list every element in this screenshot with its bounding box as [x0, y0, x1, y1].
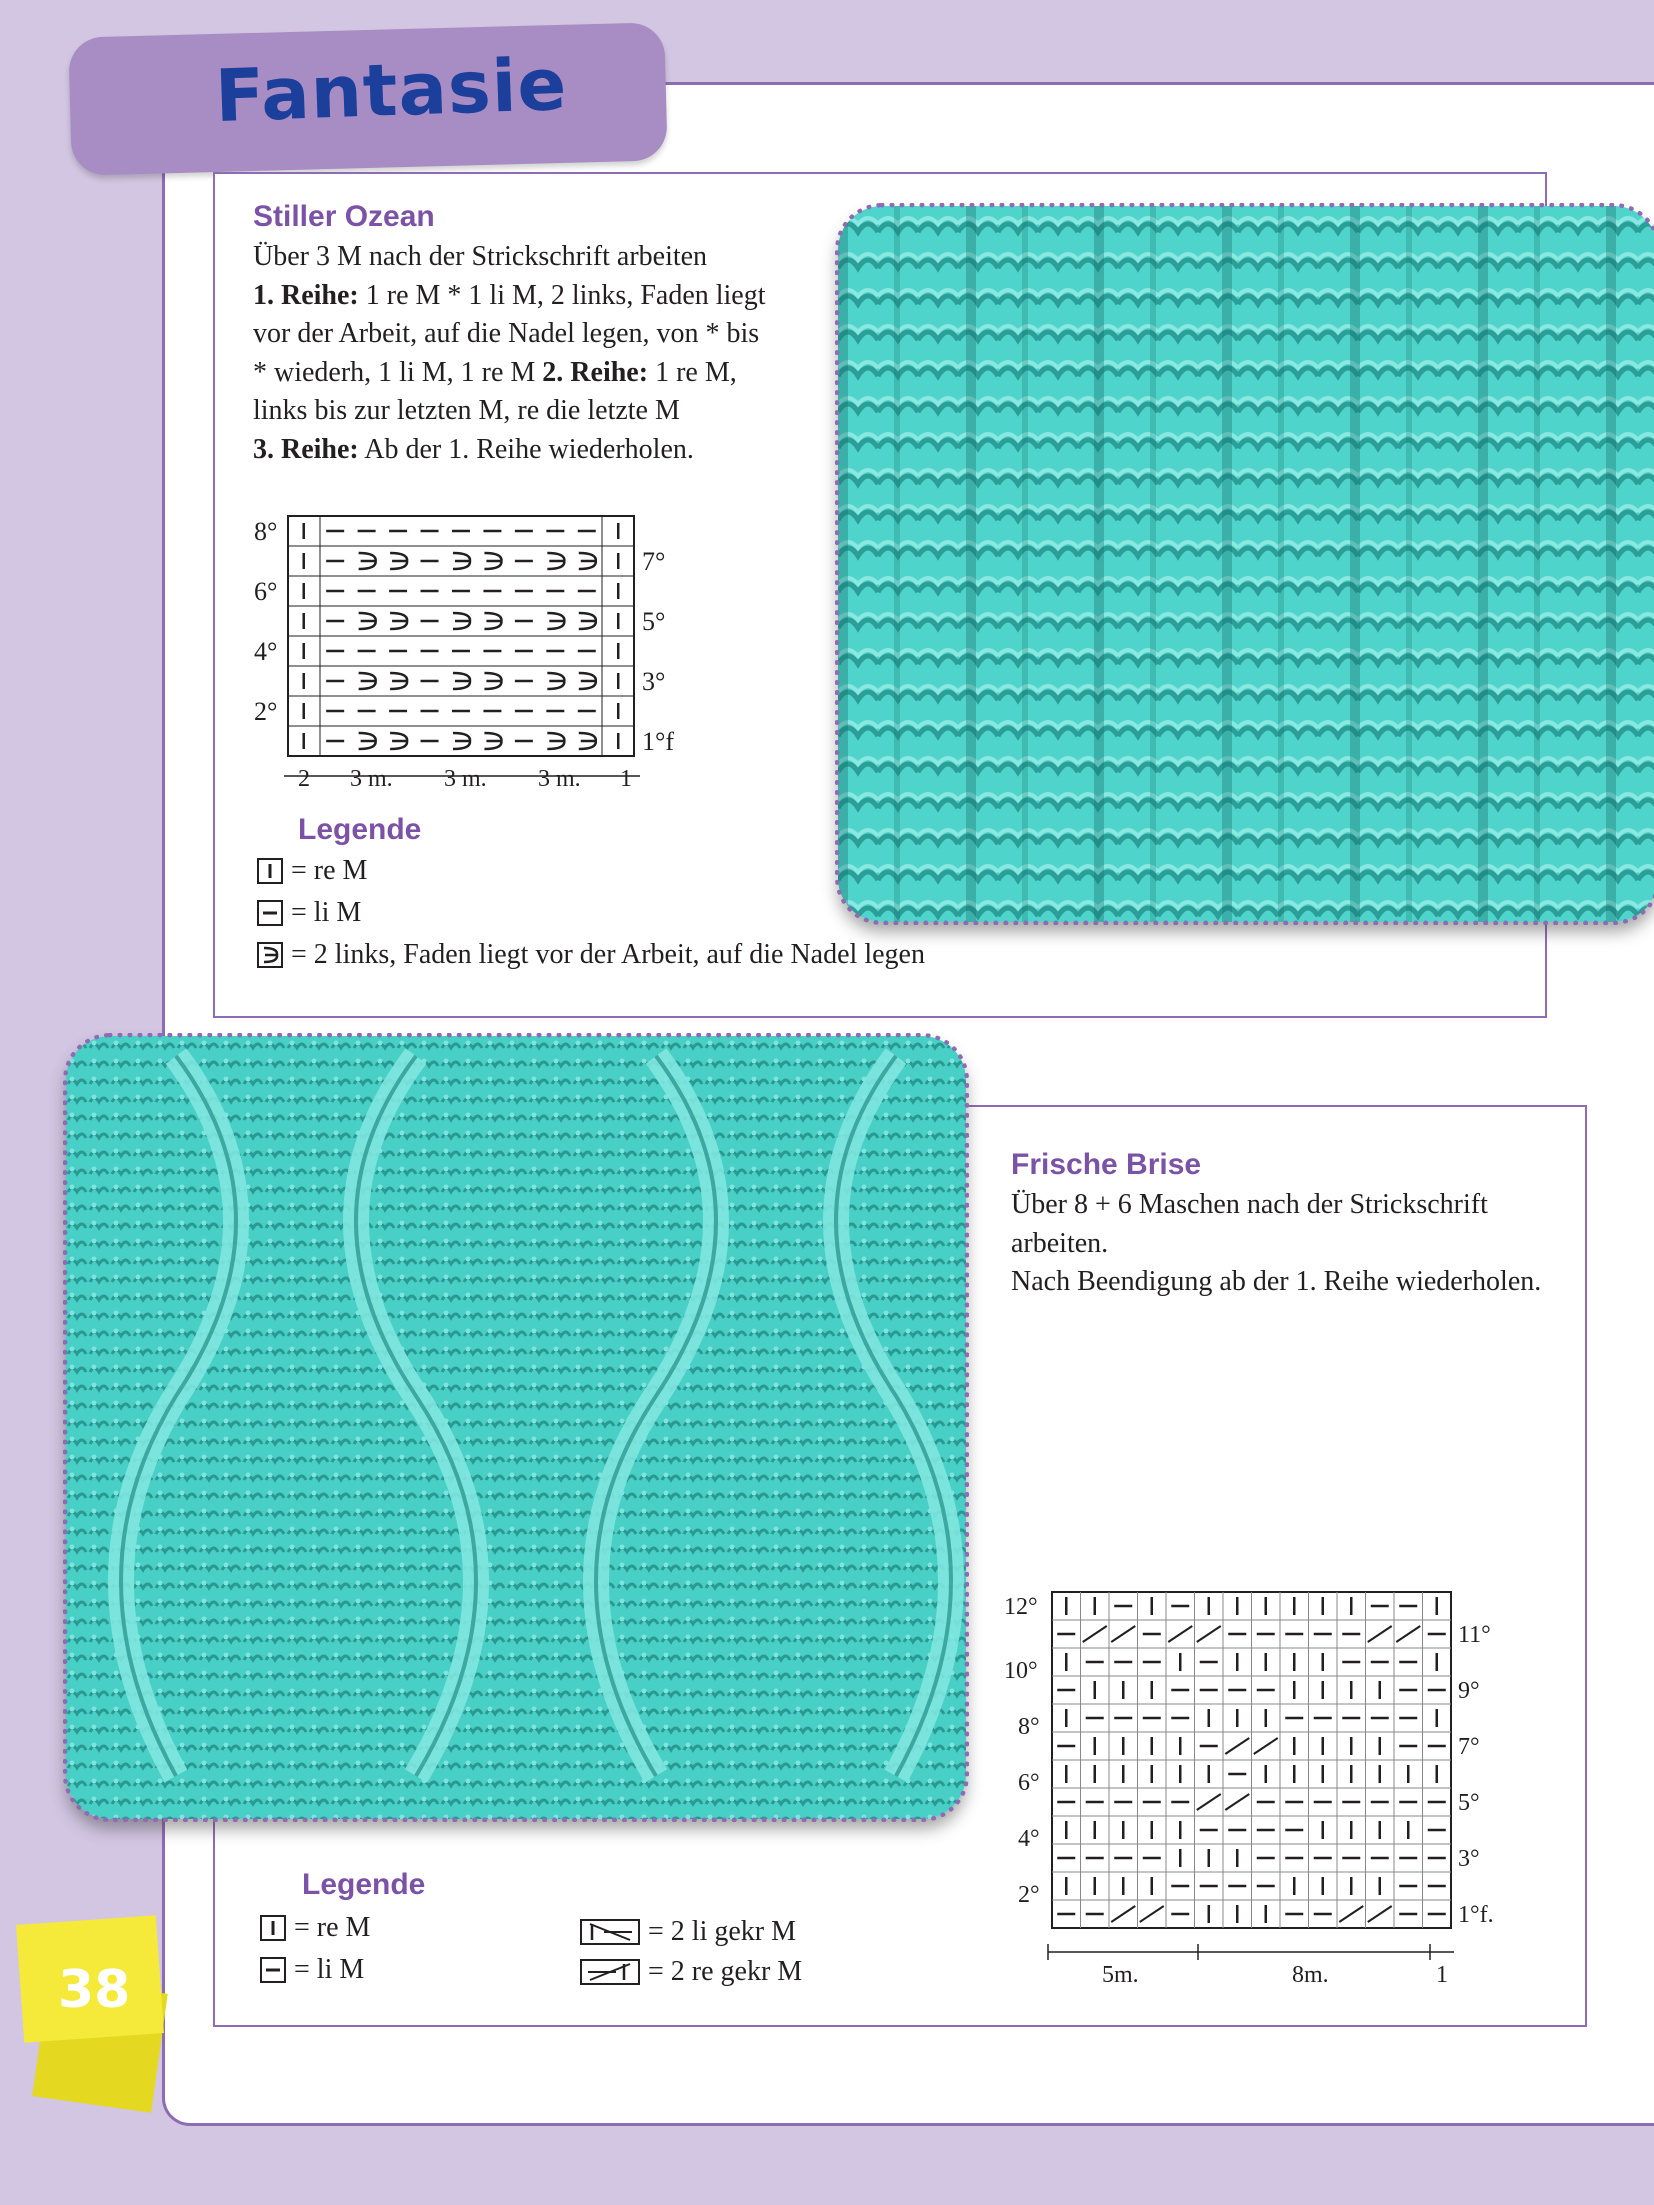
legend-text: = li M [291, 897, 362, 928]
stiller-ozean-instructions [253, 238, 766, 469]
yarn-over-symbol-icon [257, 942, 283, 968]
frische-brise-title: Frische Brise [1011, 1148, 1202, 1181]
row-label-4: 4° [254, 637, 278, 666]
cross-mark [1368, 1906, 1392, 1922]
row-label: 3. Reihe: [253, 433, 359, 465]
purl-cross-symbol-icon [580, 1919, 640, 1945]
yarn-over-mark [579, 673, 596, 689]
count-label: 3 m. [444, 766, 487, 792]
cross-mark [1197, 1626, 1221, 1642]
cross-mark [1225, 1794, 1249, 1810]
count-label: 8m. [1292, 1962, 1329, 1988]
instruction-line: vor der Arbeit, auf die Nadel legen, von * bis [253, 318, 760, 349]
row-text: Ab der 1. Reihe wiederholen. [358, 433, 694, 465]
legend-row-li-gekr [580, 1916, 796, 1948]
stiller-ozean-title: Stiller Ozean [253, 200, 435, 233]
legend-row-re [260, 1912, 370, 1944]
stiller-ozean-swatch-photo [838, 206, 1654, 922]
instruction-line: Nach Beendigung ab der 1. Reihe wiederholen. [1011, 1266, 1542, 1297]
yarn-over-mark [579, 733, 596, 749]
yarn-over-mark [359, 733, 376, 749]
instruction-line [253, 354, 766, 393]
cross-mark [1111, 1626, 1135, 1642]
row-label-6: 6° [1018, 1770, 1040, 1796]
row-label-8: 8° [254, 517, 278, 546]
yarn-over-mark [453, 733, 470, 749]
row-label-2: 2° [254, 697, 278, 726]
row-label: 2. Reihe: [542, 356, 649, 388]
row-label-8: 8° [1018, 1714, 1040, 1740]
legend-row-li [260, 1954, 364, 1986]
cable-texture-illustration [66, 1036, 966, 1819]
row-label-6: 6° [254, 577, 278, 606]
yarn-over-mark [359, 673, 376, 689]
cross-mark [1197, 1794, 1221, 1810]
yarn-over-mark [484, 673, 501, 689]
row-label-7: 7° [642, 547, 666, 576]
yarn-over-mark [547, 673, 564, 689]
frische-brise-swatch-photo [66, 1036, 966, 1819]
page-number: 38 [58, 1960, 131, 2020]
yarn-over-mark [484, 733, 501, 749]
row-label-11: 11° [1458, 1622, 1491, 1648]
count-label: 5m. [1102, 1962, 1139, 1988]
knit-texture-illustration [838, 206, 1654, 922]
legend-text: = 2 links, Faden liegt vor der Arbeit, auf die Nadel legen [291, 939, 925, 970]
instruction-line [253, 431, 766, 470]
purl-symbol-icon [260, 1957, 286, 1983]
cross-mark [1254, 1738, 1278, 1754]
row-text: 1 re M, [648, 356, 737, 388]
frische-brise-instructions [1011, 1186, 1541, 1302]
knit-symbol-icon [260, 1915, 286, 1941]
row-label-5: 5° [642, 607, 666, 636]
legend-text: = re M [291, 855, 368, 886]
legend-text: = re M [294, 1912, 371, 1943]
row-text: * wiederh, 1 li M, 1 re M [253, 356, 543, 388]
row-label-5: 5° [1458, 1790, 1480, 1816]
yarn-over-mark [547, 613, 564, 629]
legend-text: = 2 li gekr M [648, 1916, 796, 1947]
row-label-2: 2° [1018, 1882, 1040, 1908]
count-label: 3 m. [350, 766, 393, 792]
yarn-over-mark [547, 553, 564, 569]
cross-mark [1168, 1626, 1192, 1642]
yarn-over-mark [390, 733, 407, 749]
purl-symbol-icon [257, 900, 283, 926]
cross-mark [1368, 1626, 1392, 1642]
yarn-over-mark [453, 553, 470, 569]
chart-stitch-counts [284, 766, 640, 792]
instruction-line: links bis zur letzten M, re die letzte M [253, 395, 680, 426]
chart-row-labels [1004, 1594, 1494, 1928]
row-label-3: 3° [642, 667, 666, 696]
count-label: 2 [298, 766, 310, 792]
chapter-title: Fantasie [213, 41, 569, 139]
instruction-line: Über 8 + 6 Maschen nach der Strickschrift [1011, 1189, 1488, 1220]
count-label: 3 m. [538, 766, 581, 792]
legend-row-re [257, 855, 367, 887]
cross-mark [1140, 1906, 1164, 1922]
yarn-over-mark [484, 553, 501, 569]
row-label: 1. Reihe: [253, 279, 359, 311]
legend-title: Legende [302, 1868, 426, 1901]
row-label-3: 3° [1458, 1846, 1480, 1872]
instruction-line: arbeiten. [1011, 1227, 1109, 1259]
instruction-line: Über 3 M nach der Strickschrift arbeiten [253, 241, 708, 272]
yarn-over-mark [359, 553, 376, 569]
cross-mark [1111, 1906, 1135, 1922]
cross-mark [1396, 1626, 1420, 1642]
knit-symbol-icon [257, 858, 283, 884]
instruction-line [253, 277, 766, 316]
knit-cross-symbol-icon [580, 1959, 640, 1985]
yarn-over-mark [390, 673, 407, 689]
legend-row-re-gekr [580, 1956, 802, 1988]
chart-stitch-counts [1048, 1944, 1454, 1988]
yarn-over-mark [453, 673, 470, 689]
yarn-over-mark [484, 613, 501, 629]
yarn-over-mark [359, 613, 376, 629]
cross-mark [1339, 1906, 1363, 1922]
row-label-1f: 1°f. [1458, 1902, 1494, 1928]
yarn-over-mark [547, 733, 564, 749]
yarn-over-mark [579, 613, 596, 629]
row-label-1f: 1°f [642, 727, 675, 756]
count-label: 1 [1436, 1962, 1448, 1988]
legend-row-li [257, 897, 361, 929]
count-label: 1 [620, 766, 632, 792]
legend-text: = 2 re gekr M [648, 1956, 803, 1987]
row-text: 1 re M * 1 li M, 2 links, Faden liegt [358, 279, 766, 311]
row-label-4: 4° [1018, 1826, 1040, 1852]
yarn-over-mark [453, 613, 470, 629]
stiller-ozean-chart [248, 508, 688, 798]
row-label-10: 10° [1004, 1658, 1038, 1684]
legend-row-yo [257, 939, 925, 971]
frische-brise-chart [1002, 1588, 1522, 1988]
row-label-7: 7° [1458, 1734, 1480, 1760]
yarn-over-mark [390, 613, 407, 629]
row-label-9: 9° [1458, 1678, 1480, 1704]
cross-mark [1225, 1738, 1249, 1754]
yarn-over-mark [579, 553, 596, 569]
legend-text: = li M [294, 1954, 365, 1985]
yarn-over-mark [390, 553, 407, 569]
legend-title: Legende [298, 813, 422, 846]
row-label-12: 12° [1004, 1594, 1038, 1620]
cross-mark [1083, 1626, 1107, 1642]
